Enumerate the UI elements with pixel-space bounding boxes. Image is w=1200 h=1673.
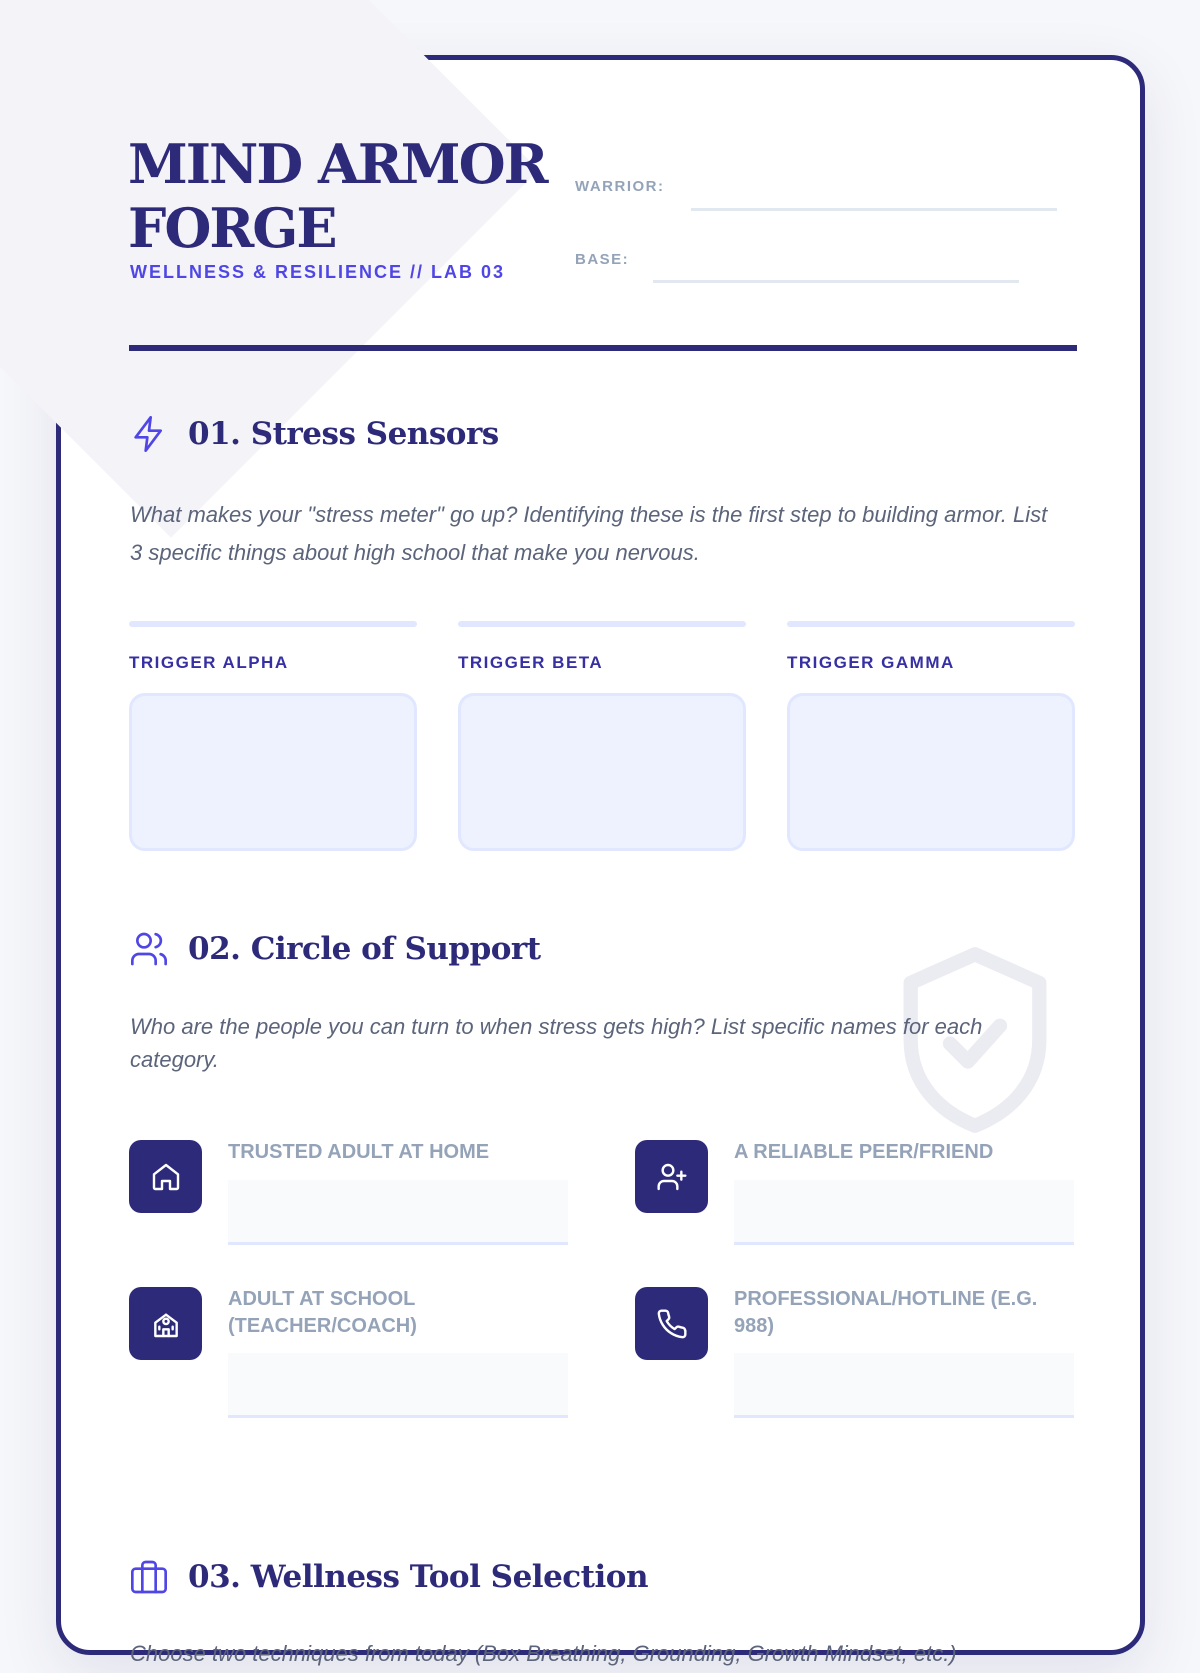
section-tools-description: Choose two techniques from today (Box Breathing, Grounding, Growth Mindset, etc.) (130, 1641, 957, 1666)
trigger-bar (458, 621, 746, 627)
trigger-label: TRIGGER GAMMA (787, 653, 955, 672)
support-label-school: ADULT AT SCHOOL (TEACHER/COACH) (228, 1288, 417, 1337)
page-title: MIND ARMOR FORGE (128, 132, 547, 260)
phone-icon (656, 1308, 688, 1340)
section-support-title: 02. Circle of Support (188, 931, 541, 967)
briefcase-icon (129, 1557, 169, 1597)
support-input-home[interactable] (228, 1180, 568, 1245)
lightning-icon (129, 414, 169, 454)
section-support-header (129, 929, 541, 969)
trigger-input[interactable] (787, 693, 1075, 851)
section-stress-header (129, 414, 499, 454)
support-input-school[interactable] (228, 1353, 568, 1418)
school-icon (150, 1308, 182, 1340)
worksheet-card (56, 55, 1145, 1666)
section-stress-title: 01. Stress Sensors (188, 416, 499, 452)
header-divider (129, 345, 1077, 351)
home-icon (150, 1161, 182, 1193)
support-label-hotline: PROFESSIONAL/HOTLINE (E.G. 988) (734, 1288, 1038, 1337)
section-support-description: Who are the people you can turn to when stress gets high? List specific names for each category. (130, 1014, 983, 1072)
page-subtitle: WELLNESS & RESILIENCE // LAB 03 (130, 262, 506, 282)
user-plus-icon (656, 1161, 688, 1193)
trigger-input[interactable] (129, 693, 417, 851)
trigger-label: TRIGGER ALPHA (129, 653, 289, 672)
trigger-label: TRIGGER BETA (458, 653, 604, 672)
base-field[interactable] (653, 280, 1019, 283)
support-label-home: TRUSTED ADULT AT HOME (228, 1141, 490, 1163)
trigger-bar (787, 621, 1075, 627)
support-label-peer: A RELIABLE PEER/FRIEND (734, 1141, 994, 1163)
phone-icon-tile (635, 1287, 708, 1360)
user-plus-icon-tile (635, 1140, 708, 1213)
support-input-hotline[interactable] (734, 1353, 1074, 1418)
home-icon-tile (129, 1140, 202, 1213)
section-tools-header (129, 1557, 648, 1597)
trigger-input[interactable] (458, 693, 746, 851)
warrior-label: WARRIOR: (575, 178, 665, 195)
trigger-gamma (787, 621, 1075, 851)
users-icon (129, 929, 169, 969)
support-input-peer[interactable] (734, 1180, 1074, 1245)
warrior-field[interactable] (691, 208, 1057, 211)
trigger-bar (129, 621, 417, 627)
trigger-alpha (129, 621, 417, 851)
section-stress-description: What makes your "stress meter" go up? Identifying these is the first step to building armor. List 3 specific things about high school that make you nervous. (130, 502, 1048, 565)
school-icon-tile (129, 1287, 202, 1360)
section-tools-title: 03. Wellness Tool Selection (188, 1559, 648, 1595)
base-label: BASE: (575, 251, 630, 268)
trigger-beta (458, 621, 746, 851)
